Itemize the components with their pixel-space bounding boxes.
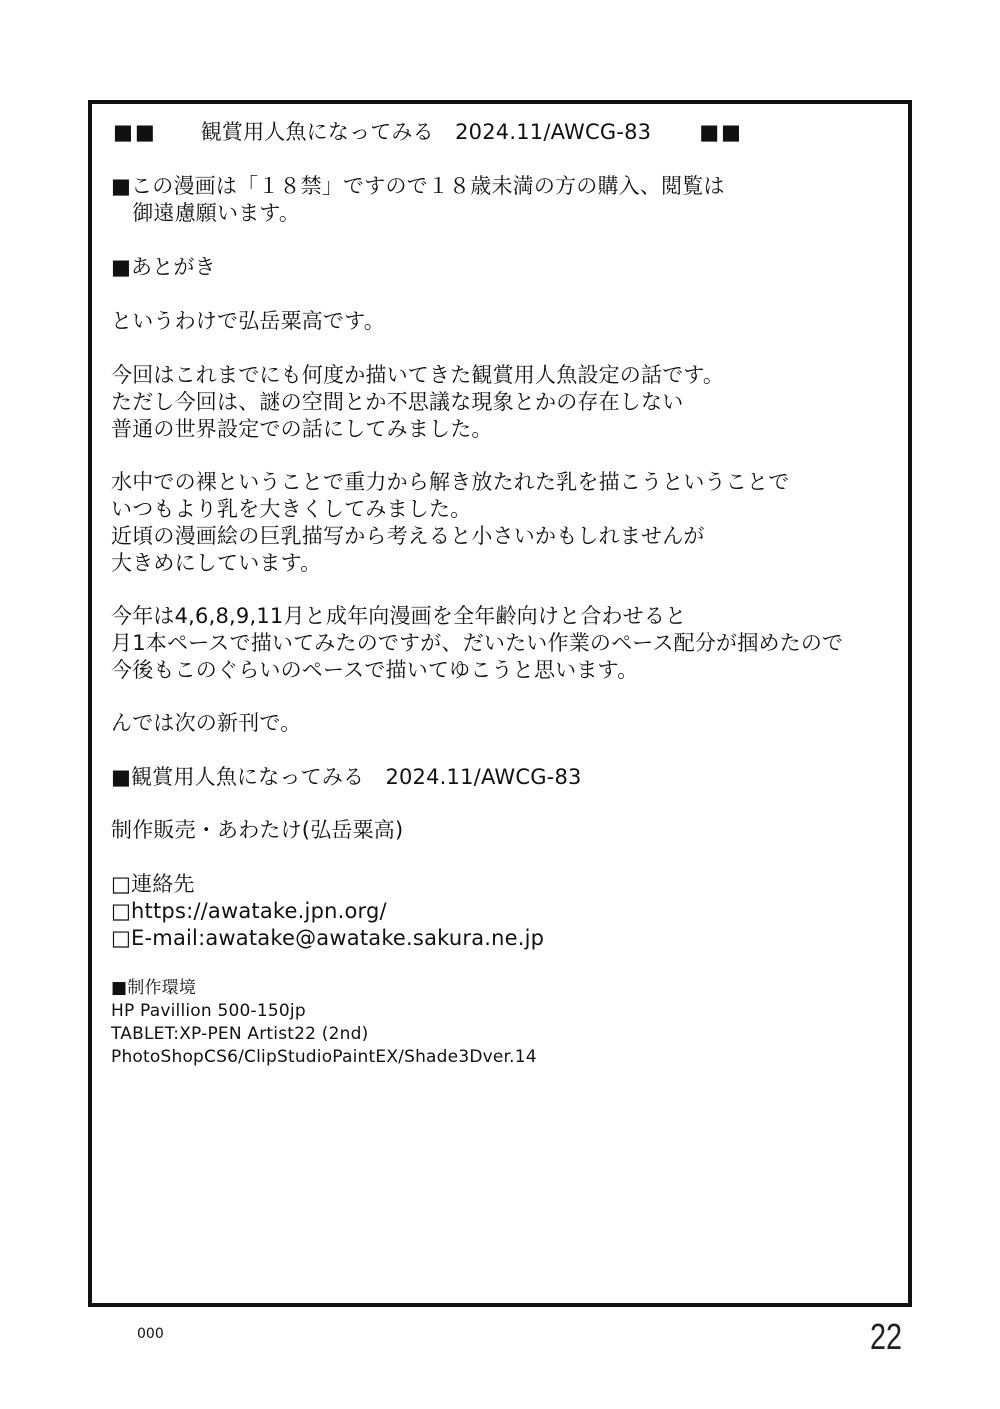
page-frame	[88, 100, 912, 1307]
page-number: 22	[870, 1316, 903, 1357]
header-left-marks: ■■	[113, 120, 157, 144]
afterword-paragraph-line: というわけで弘岳粟高です。	[111, 309, 385, 333]
afterword-paragraph-line: 大きめにしています。	[111, 551, 322, 575]
header	[113, 119, 743, 146]
afterword-paragraph-line: 普通の世界設定での話にしてみました。	[111, 417, 493, 441]
afterword-paragraph-line: いつもより乳を大きくしてみました。	[111, 497, 472, 521]
afterword-paragraph-line: 近頃の漫画絵の巨乳描写から考えると小さいかもしれませんが	[111, 524, 705, 548]
afterword-paragraph-line: んでは次の新刊で。	[111, 711, 302, 735]
afterword-paragraph-line: ただし今回は、謎の空間とか不思議な現象とかの存在しない	[111, 390, 684, 414]
afterword-paragraph-line: 今後もこのぐらいのペースで描いてゆこうと思います。	[111, 658, 639, 682]
colophon-publisher: 制作販売・あわたけ(弘岳粟高)	[111, 818, 404, 842]
environment-item: PhotoShopCS6/ClipStudioPaintEX/Shade3Dver.14	[111, 1047, 537, 1067]
contact-email: □E-mail:awatake@awatake.sakura.ne.jp	[111, 926, 545, 950]
environment-heading: ■制作環境	[111, 978, 197, 998]
header-title: 観賞用人魚になってみる 2024.11/AWCG-83	[200, 120, 652, 144]
afterword-heading: ■あとがき	[111, 255, 216, 279]
contact-website: □https://awatake.jpn.org/	[111, 899, 387, 923]
contact-heading: □連絡先	[111, 872, 195, 896]
notice-line-1: ■この漫画は「１８禁」ですので１８歳未満の方の購入、閲覧は	[111, 174, 725, 198]
afterword-paragraph-line: 水中での裸ということで重力から解き放たれた乳を描こうということで	[111, 470, 790, 494]
header-right-marks: ■■	[699, 120, 743, 144]
environment-item: TABLET:XP-PEN Artist22 (2nd)	[111, 1024, 369, 1044]
afterword-paragraph-line: 今年は4,6,8,9,11月と成年向漫画を全年齢向けと合わせると	[111, 604, 687, 628]
afterword-paragraph-line: 今回はこれまでにも何度か描いてきた観賞用人魚設定の話です。	[111, 363, 725, 387]
environment-item: HP Pavillion 500-150jp	[111, 1001, 306, 1021]
colophon-title: ■観賞用人魚になってみる 2024.11/AWCG-83	[111, 765, 582, 789]
notice-line-2: 御遠慮願います。	[111, 201, 301, 225]
footer-code: 000	[137, 1326, 164, 1342]
afterword-paragraph-line: 月1本ペースで描いてみたのですが、だいたい作業のペース配分が掴めたので	[111, 631, 844, 655]
